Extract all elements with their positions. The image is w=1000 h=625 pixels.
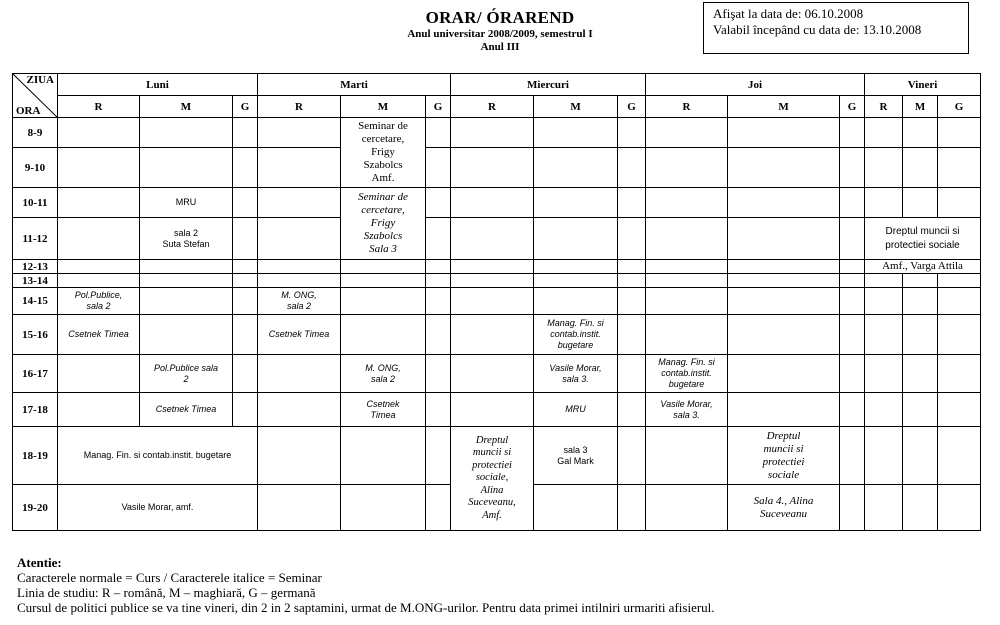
- class-cell: MRU: [140, 188, 233, 218]
- seminar-cell: Pol.Publice sala 2: [140, 355, 233, 393]
- empty-cell: [840, 148, 865, 188]
- notice-box: [703, 2, 969, 54]
- hour-cell: 16-17: [13, 355, 58, 393]
- empty-cell: [58, 118, 140, 148]
- corner-hour-label: ORA: [16, 105, 41, 117]
- empty-cell: [840, 427, 865, 485]
- empty-cell: [534, 218, 618, 260]
- empty-cell: [903, 188, 938, 218]
- table-row: [13, 118, 981, 148]
- empty-cell: [258, 485, 341, 531]
- empty-cell: [341, 260, 426, 274]
- empty-cell: [618, 355, 646, 393]
- empty-cell: [426, 427, 451, 485]
- empty-cell: [534, 288, 618, 315]
- empty-cell: [728, 218, 840, 260]
- empty-cell: [426, 260, 451, 274]
- title-block: [300, 8, 700, 54]
- empty-cell: [618, 427, 646, 485]
- empty-cell: [865, 288, 903, 315]
- corner-day-label: ZIUA: [26, 74, 54, 86]
- empty-cell: [903, 274, 938, 288]
- class-cell: sala 3 Gal Mark: [534, 427, 618, 485]
- empty-cell: [426, 288, 451, 315]
- line-header: R: [646, 96, 728, 118]
- seminar-cell: Dreptul muncii si protectiei sociale: [728, 427, 840, 485]
- empty-cell: [233, 393, 258, 427]
- seminar-cell: Vasile Morar, sala 3.: [646, 393, 728, 427]
- empty-cell: [451, 260, 534, 274]
- line-header: G: [618, 96, 646, 118]
- empty-cell: [903, 315, 938, 355]
- empty-cell: [903, 355, 938, 393]
- empty-cell: [58, 393, 140, 427]
- empty-cell: [840, 355, 865, 393]
- empty-cell: [233, 260, 258, 274]
- empty-cell: [618, 218, 646, 260]
- empty-cell: [58, 355, 140, 393]
- table-row: [13, 288, 981, 315]
- empty-cell: [646, 485, 728, 531]
- empty-cell: [938, 148, 981, 188]
- header-days-row: [13, 74, 981, 96]
- empty-cell: [938, 118, 981, 148]
- empty-cell: [618, 315, 646, 355]
- line-header: R: [258, 96, 341, 118]
- empty-cell: [233, 148, 258, 188]
- empty-cell: [426, 355, 451, 393]
- empty-cell: [728, 315, 840, 355]
- empty-cell: [534, 118, 618, 148]
- line-header: G: [426, 96, 451, 118]
- empty-cell: [233, 218, 258, 260]
- empty-cell: [646, 188, 728, 218]
- empty-cell: [938, 315, 981, 355]
- empty-cell: [140, 148, 233, 188]
- empty-cell: [58, 218, 140, 260]
- empty-cell: [426, 118, 451, 148]
- empty-cell: [341, 288, 426, 315]
- empty-cell: [233, 355, 258, 393]
- line-header: R: [865, 96, 903, 118]
- empty-cell: [840, 393, 865, 427]
- day-header: Luni: [58, 74, 258, 96]
- empty-cell: [903, 393, 938, 427]
- empty-cell: [58, 274, 140, 288]
- empty-cell: [534, 260, 618, 274]
- table-row: [13, 315, 981, 355]
- academic-year: Anul universitar 2008/2009, semestrul I: [407, 28, 593, 40]
- seminar-cell: Manag. Fin. si contab.instit. bugetare: [646, 355, 728, 393]
- empty-cell: [140, 118, 233, 148]
- empty-cell: [646, 274, 728, 288]
- empty-cell: [646, 315, 728, 355]
- line-header: M: [341, 96, 426, 118]
- empty-cell: [903, 288, 938, 315]
- empty-cell: [426, 485, 451, 531]
- empty-cell: [534, 148, 618, 188]
- seminar-cell: M. ONG, sala 2: [341, 355, 426, 393]
- header-lines-row: [13, 96, 981, 118]
- empty-cell: [341, 274, 426, 288]
- legend-line: Cursul de politici publice se va tine vineri, din 2 in 2 saptamini, urmat de M.ONG-urilor. Pentru data primei intilniri urmariti afisierul.: [17, 600, 715, 615]
- seminar-cell: Csetnek Timea: [341, 393, 426, 427]
- empty-cell: [233, 188, 258, 218]
- seminar-cell: MRU: [534, 393, 618, 427]
- empty-cell: [840, 485, 865, 531]
- empty-cell: [646, 148, 728, 188]
- empty-cell: [840, 288, 865, 315]
- empty-cell: [426, 393, 451, 427]
- empty-cell: [938, 188, 981, 218]
- empty-cell: [451, 355, 534, 393]
- hour-cell: 14-15: [13, 288, 58, 315]
- line-header: G: [233, 96, 258, 118]
- empty-cell: [426, 218, 451, 260]
- empty-cell: [258, 355, 341, 393]
- empty-cell: [341, 315, 426, 355]
- empty-cell: [258, 188, 341, 218]
- empty-cell: [233, 118, 258, 148]
- table-row: [13, 188, 981, 218]
- empty-cell: [646, 288, 728, 315]
- empty-cell: [618, 188, 646, 218]
- empty-cell: [140, 260, 233, 274]
- empty-cell: [233, 274, 258, 288]
- empty-cell: [728, 148, 840, 188]
- table-row: [13, 274, 981, 288]
- empty-cell: [938, 485, 981, 531]
- class-cell: Manag. Fin. si contab.instit. bugetare: [58, 427, 258, 485]
- page-title: ORAR/ ÓRAREND: [425, 8, 575, 27]
- line-header: G: [938, 96, 981, 118]
- seminar-cell: Vasile Morar, sala 3.: [534, 355, 618, 393]
- empty-cell: [58, 188, 140, 218]
- attention-heading: Atentie:: [17, 555, 62, 570]
- table-row: [13, 218, 981, 260]
- hour-cell: 15-16: [13, 315, 58, 355]
- empty-cell: [58, 148, 140, 188]
- empty-cell: [258, 118, 341, 148]
- empty-cell: [618, 274, 646, 288]
- hour-cell: 19-20: [13, 485, 58, 531]
- line-header: M: [140, 96, 233, 118]
- empty-cell: [451, 188, 534, 218]
- empty-cell: [938, 274, 981, 288]
- empty-cell: [618, 288, 646, 315]
- corner-cell: [13, 74, 58, 118]
- seminar-cell: Sala 4., Alina Suceveanu: [728, 485, 840, 531]
- schedule-table: [12, 73, 981, 531]
- empty-cell: [258, 274, 341, 288]
- empty-cell: [865, 485, 903, 531]
- empty-cell: [618, 260, 646, 274]
- empty-cell: [728, 393, 840, 427]
- line-header: G: [840, 96, 865, 118]
- empty-cell: [451, 274, 534, 288]
- empty-cell: [865, 315, 903, 355]
- empty-cell: [426, 315, 451, 355]
- line-header: M: [903, 96, 938, 118]
- empty-cell: [903, 485, 938, 531]
- seminar-cell: Csetnek Timea: [258, 315, 341, 355]
- seminar-cell: Dreptul muncii si protectiei sociale, Alina Suceveanu, Amf.: [451, 427, 534, 531]
- empty-cell: [233, 315, 258, 355]
- hour-cell: 11-12: [13, 218, 58, 260]
- empty-cell: [728, 260, 840, 274]
- line-header: M: [534, 96, 618, 118]
- empty-cell: [865, 118, 903, 148]
- line-header: R: [58, 96, 140, 118]
- empty-cell: [646, 118, 728, 148]
- empty-cell: [426, 274, 451, 288]
- empty-cell: [534, 274, 618, 288]
- empty-cell: [865, 148, 903, 188]
- seminar-cell: Csetnek Timea: [140, 393, 233, 427]
- hour-cell: 12-13: [13, 260, 58, 274]
- hour-cell: 18-19: [13, 427, 58, 485]
- empty-cell: [258, 393, 341, 427]
- empty-cell: [840, 260, 865, 274]
- footer-notes: [17, 555, 987, 615]
- empty-cell: [938, 355, 981, 393]
- empty-cell: [451, 393, 534, 427]
- empty-cell: [258, 260, 341, 274]
- empty-cell: [426, 148, 451, 188]
- empty-cell: [140, 288, 233, 315]
- empty-cell: [840, 218, 865, 260]
- day-header: Vineri: [865, 74, 981, 96]
- table-row: [13, 355, 981, 393]
- empty-cell: [728, 274, 840, 288]
- empty-cell: [451, 118, 534, 148]
- class-cell: Vasile Morar, amf.: [58, 485, 258, 531]
- empty-cell: [840, 188, 865, 218]
- table-row: [13, 427, 981, 485]
- empty-cell: [646, 427, 728, 485]
- empty-cell: [534, 485, 618, 531]
- seminar-cell: Pol.Publice, sala 2: [58, 288, 140, 315]
- empty-cell: [534, 188, 618, 218]
- posted-date: Afişat la data de: 06.10.2008: [713, 6, 864, 21]
- class-cell: sala 2 Suta Stefan: [140, 218, 233, 260]
- empty-cell: [140, 274, 233, 288]
- empty-cell: [451, 288, 534, 315]
- seminar-cell: Manag. Fin. si contab.instit. bugetare: [534, 315, 618, 355]
- empty-cell: [865, 355, 903, 393]
- hour-cell: 9-10: [13, 148, 58, 188]
- empty-cell: [646, 260, 728, 274]
- empty-cell: [451, 315, 534, 355]
- empty-cell: [618, 393, 646, 427]
- empty-cell: [865, 188, 903, 218]
- empty-cell: [938, 393, 981, 427]
- empty-cell: [938, 288, 981, 315]
- valid-date: Valabil începând cu data de: 13.10.2008: [713, 22, 922, 37]
- empty-cell: [728, 118, 840, 148]
- day-header: Marti: [258, 74, 451, 96]
- line-header: R: [451, 96, 534, 118]
- table-row: [13, 260, 981, 274]
- class-cell: Amf., Varga Attila: [865, 260, 981, 274]
- empty-cell: [618, 118, 646, 148]
- empty-cell: [451, 148, 534, 188]
- empty-cell: [865, 274, 903, 288]
- empty-cell: [341, 427, 426, 485]
- study-year: Anul III: [480, 41, 520, 53]
- hour-cell: 17-18: [13, 393, 58, 427]
- empty-cell: [840, 118, 865, 148]
- empty-cell: [840, 274, 865, 288]
- hour-cell: 8-9: [13, 118, 58, 148]
- line-header: M: [728, 96, 840, 118]
- empty-cell: [233, 288, 258, 315]
- table-row: [13, 393, 981, 427]
- empty-cell: [341, 485, 426, 531]
- hour-cell: 13-14: [13, 274, 58, 288]
- day-header: Miercuri: [451, 74, 646, 96]
- empty-cell: [840, 315, 865, 355]
- seminar-cell: Seminar de cercetare, Frigy Szabolcs Sala 3: [341, 188, 426, 260]
- empty-cell: [426, 188, 451, 218]
- empty-cell: [938, 427, 981, 485]
- day-header: Joi: [646, 74, 865, 96]
- table-row: [13, 148, 981, 188]
- empty-cell: [728, 288, 840, 315]
- empty-cell: [258, 148, 341, 188]
- legend-line: Caracterele normale = Curs / Caracterele italice = Seminar: [17, 570, 322, 585]
- hour-cell: 10-11: [13, 188, 58, 218]
- empty-cell: [258, 427, 341, 485]
- empty-cell: [618, 148, 646, 188]
- empty-cell: [728, 355, 840, 393]
- empty-cell: [903, 148, 938, 188]
- seminar-cell: Csetnek Timea: [58, 315, 140, 355]
- legend-line: Linia de studiu: R – română, M – maghiară, G – germană: [17, 585, 316, 600]
- empty-cell: [646, 218, 728, 260]
- seminar-cell: M. ONG, sala 2: [258, 288, 341, 315]
- empty-cell: [903, 427, 938, 485]
- empty-cell: [728, 188, 840, 218]
- empty-cell: [903, 118, 938, 148]
- empty-cell: [865, 393, 903, 427]
- empty-cell: [140, 315, 233, 355]
- empty-cell: [618, 485, 646, 531]
- class-cell: Seminar de cercetare, Frigy Szabolcs Amf.: [341, 118, 426, 188]
- class-cell: Dreptul muncii si protectiei sociale: [865, 218, 981, 260]
- empty-cell: [258, 218, 341, 260]
- empty-cell: [451, 218, 534, 260]
- empty-cell: [865, 427, 903, 485]
- empty-cell: [58, 260, 140, 274]
